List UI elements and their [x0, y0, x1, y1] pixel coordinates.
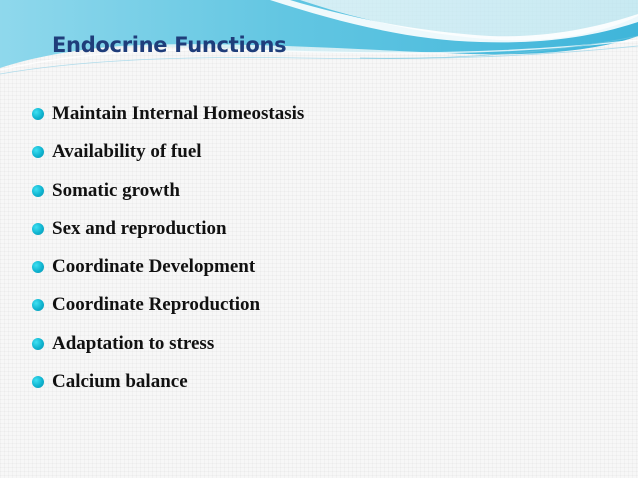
bullet-text: Adaptation to stress	[52, 332, 215, 354]
circle-bullet-icon	[32, 261, 44, 273]
bullet-text: Coordinate Development	[52, 256, 256, 278]
circle-bullet-icon	[32, 146, 44, 158]
bullet-text: Availability of fuel	[52, 141, 202, 163]
bullet-text: Maintain Internal Homeostasis	[52, 103, 305, 124]
circle-bullet-icon	[32, 299, 44, 311]
slide-title: Endocrine Functions	[52, 33, 287, 57]
bullet-text: Calcium balance	[52, 371, 188, 393]
circle-bullet-icon	[32, 376, 44, 388]
bullet-text: Sex and reproduction	[52, 217, 227, 239]
circle-bullet-icon	[32, 185, 44, 197]
circle-bullet-icon	[32, 223, 44, 235]
bullet-text: Somatic growth	[52, 179, 180, 201]
circle-bullet-icon	[32, 108, 44, 120]
circle-bullet-icon	[32, 338, 44, 350]
bullet-text: Coordinate Reproduction	[52, 294, 261, 316]
